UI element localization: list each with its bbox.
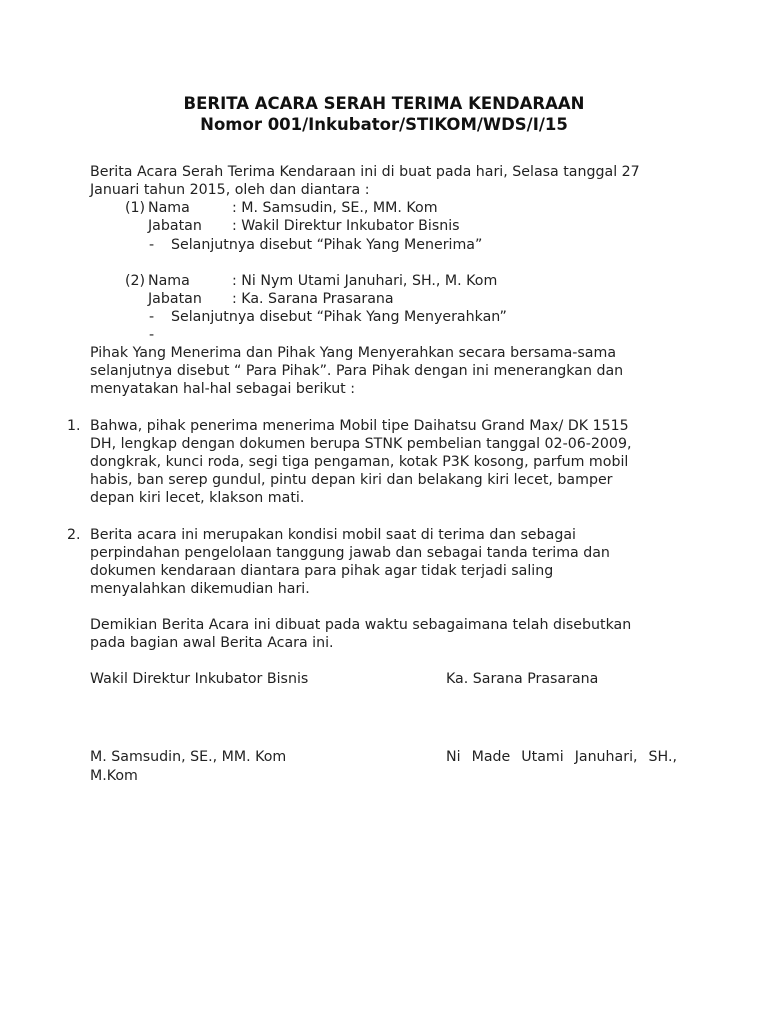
document-title: BERITA ACARA SERAH TERIMA KENDARAAN	[183, 94, 585, 113]
signature-right-position: Ka. Sarana Prasarana	[446, 671, 599, 687]
parties-statement-line-3: menyatakan hal-hal sebagai berikut :	[90, 381, 356, 397]
list-item-line: DH, lengkap dengan dokumen berupa STNK pembelian tanggal 02-06-2009,	[90, 436, 632, 452]
signature-left-name: M. Samsudin, SE., MM. Kom	[90, 749, 287, 765]
intro-line-2: Januari tahun 2015, oleh dan diantara :	[90, 182, 370, 198]
party-1-dash: -	[149, 237, 155, 253]
party-2-marker: (2)	[125, 273, 146, 289]
list-item-number: 1.	[67, 418, 81, 434]
party-1-name-value: : M. Samsudin, SE., MM. Kom	[232, 200, 438, 216]
document-number: Nomor 001/Inkubator/STIKOM/WDS/I/15	[200, 115, 568, 134]
list-item-line: depan kiri lecet, klakson mati.	[90, 490, 305, 506]
party-1-position-label: Jabatan	[148, 218, 202, 234]
party-1-designation: Selanjutnya disebut “Pihak Yang Menerima”	[171, 237, 483, 253]
list-item-line: menyalahkan dikemudian hari.	[90, 581, 310, 597]
signature-name-continuation: M.Kom	[90, 768, 138, 784]
parties-statement-line-2: selanjutnya disebut “ Para Pihak”. Para Pihak dengan ini menerangkan dan	[90, 363, 624, 379]
closing-line-1: Demikian Berita Acara ini dibuat pada waktu sebagaimana telah disebutkan	[90, 617, 632, 633]
list-item-line: dongkrak, kunci roda, segi tiga pengaman, kotak P3K kosong, parfum mobil	[90, 454, 629, 470]
party-2-empty-dash: -	[149, 327, 155, 343]
list-item-line: Berita acara ini merupakan kondisi mobil saat di terima dan sebagai	[90, 527, 576, 543]
intro-line-1: Berita Acara Serah Terima Kendaraan ini di buat pada hari, Selasa tanggal 27	[90, 164, 640, 180]
list-item-line: perpindahan pengelolaan tanggung jawab dan sebagai tanda terima dan	[90, 545, 610, 561]
party-2-position-label: Jabatan	[148, 291, 202, 307]
list-item-number: 2.	[67, 527, 81, 543]
party-2-position-value: : Ka. Sarana Prasarana	[232, 291, 394, 307]
signature-right-name: Ni Made Utami Januhari, SH.,	[446, 749, 677, 765]
party-2-name-label: Nama	[148, 273, 190, 289]
closing-line-2: pada bagian awal Berita Acara ini.	[90, 635, 334, 651]
party-1-name-label: Nama	[148, 200, 190, 216]
signature-left-position: Wakil Direktur Inkubator Bisnis	[90, 671, 309, 687]
list-item-line: habis, ban serep gundul, pintu depan kiri dan belakang kiri lecet, bamper	[90, 472, 613, 488]
party-1-position-value: : Wakil Direktur Inkubator Bisnis	[232, 218, 460, 234]
parties-statement-line-1: Pihak Yang Menerima dan Pihak Yang Menyerahkan secara bersama-sama	[90, 345, 617, 361]
list-item-line: Bahwa, pihak penerima menerima Mobil tipe Daihatsu Grand Max/ DK 1515	[90, 418, 629, 434]
party-2-dash: -	[149, 309, 155, 325]
party-2-name-value: : Ni Nym Utami Januhari, SH., M. Kom	[232, 273, 498, 289]
party-2-designation: Selanjutnya disebut “Pihak Yang Menyerahkan”	[171, 309, 507, 325]
list-item-line: dokumen kendaraan diantara para pihak agar tidak terjadi saling	[90, 563, 554, 579]
party-1-marker: (1)	[125, 200, 146, 216]
